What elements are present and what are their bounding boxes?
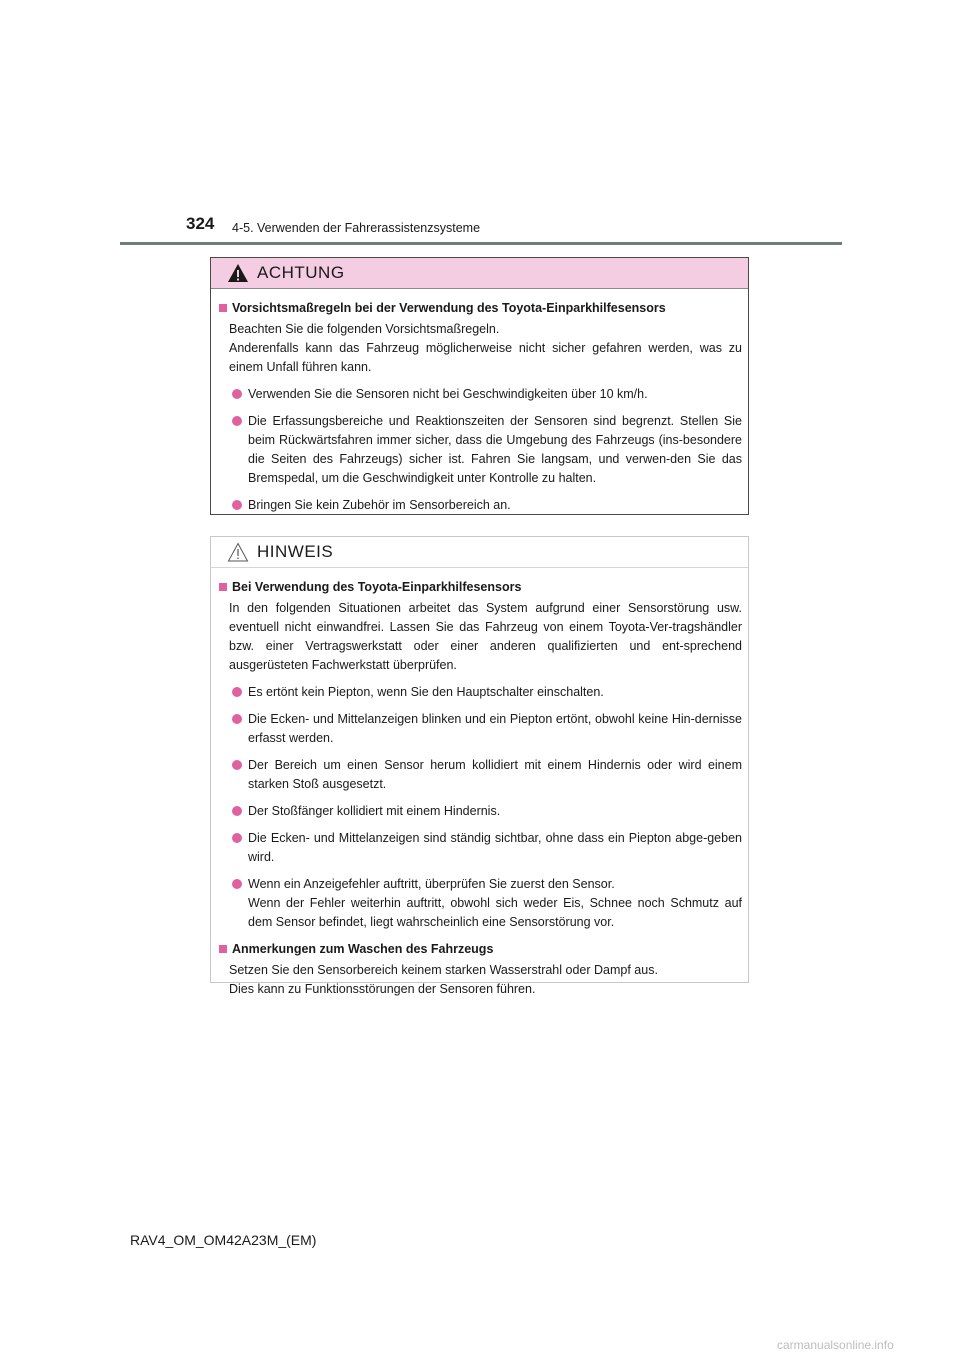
square-bullet-icon: [219, 583, 227, 591]
square-bullet-icon: [219, 945, 227, 953]
warning-bullet: [219, 496, 742, 515]
round-bullet-icon: [232, 833, 242, 843]
warning-heading: [219, 299, 742, 318]
warning-bullet: [219, 412, 742, 488]
round-bullet-icon: [232, 879, 242, 889]
notice-heading: [219, 940, 742, 959]
warning-box: [210, 257, 749, 515]
warning-triangle-icon: [227, 263, 249, 283]
round-bullet-icon: [232, 714, 242, 724]
warning-body: [211, 289, 748, 515]
section-title: 4-5. Verwenden der Fahrerassistenzsysteme: [232, 221, 481, 235]
notice-box-header: [211, 537, 748, 568]
notice-triangle-icon: [227, 542, 249, 562]
notice-bullet-text: Die Ecken- und Mittelanzeigen sind ständig sichtbar, ohne dass ein Piepton abge-geben wird.: [248, 831, 742, 864]
notice-bullet-text: Der Bereich um einen Sensor herum kollidiert mit einem Hindernis oder wird einem starken Stoß ausgesetzt.: [248, 758, 742, 791]
notice-bullet-text: Die Ecken- und Mittelanzeigen blinken und ein Piepton ertönt, obwohl keine Hin-dernisse erfasst werden.: [248, 712, 742, 745]
notice-bullet: [219, 710, 742, 748]
notice-body: [211, 568, 748, 999]
notice-bullet-text: Es ertönt kein Piepton, wenn Sie den Hauptschalter einschalten.: [248, 685, 604, 699]
notice-bullet-text: Wenn ein Anzeigefehler auftritt, überprüfen Sie zuerst den Sensor.: [248, 877, 615, 891]
notice-heading-text: Bei Verwendung des Toyota-Einparkhilfesensors: [232, 580, 522, 594]
warning-bullet-text: Die Erfassungsbereiche und Reaktionszeiten der Sensoren sind begrenzt. Stellen Sie beim Rückwärtsfahren immer sicher, dass die Umgebung des Fahrzeugs (ins-besondere die Seiten des Fahrzeugs) sicher ist. Fahren Sie langsam, und verwen-den Sie das Bremspedal, um die Geschwindigkeit unter Kontrolle zu halten.: [248, 414, 742, 485]
notice-intro-text: In den folgenden Situationen arbeitet das System aufgrund einer Sensorstörung usw. eventuell nicht einwandfrei. Lassen Sie das Fahrzeug von einem Toyota-Ver-tragshändler bzw. einer Vertragswerkstatt oder einer anderen qualifizierten und ent-sprechend ausgerüsteten Fachwerkstatt überprüfen.: [229, 601, 742, 672]
notice-bullet-text: Wenn der Fehler weiterhin auftritt, obwohl sich weder Eis, Schnee noch Schmutz auf dem Sensor befindet, liegt wahrscheinlich eine Sensorstörung vor.: [248, 896, 742, 929]
notice-intro-line: Dies kann zu Funktionsstörungen der Sensoren führen.: [229, 982, 536, 996]
notice-bullet: [219, 829, 742, 867]
warning-box-header: [211, 258, 748, 289]
notice-intro: [219, 961, 742, 999]
warning-bullet: [219, 385, 742, 404]
notice-bullet: [219, 802, 742, 821]
notice-heading: [219, 578, 742, 597]
notice-bullet: [219, 756, 742, 794]
notice-bullet: [219, 683, 742, 702]
notice-title: HINWEIS: [257, 542, 334, 561]
warning-intro: [219, 320, 742, 377]
round-bullet-icon: [232, 389, 242, 399]
watermark: carmanualsonline.info: [777, 1338, 894, 1352]
notice-heading-text: Anmerkungen zum Waschen des Fahrzeugs: [232, 942, 494, 956]
round-bullet-icon: [232, 806, 242, 816]
round-bullet-icon: [232, 416, 242, 426]
warning-bullet-text: Bringen Sie kein Zubehör im Sensorbereich an.: [248, 498, 511, 512]
round-bullet-icon: [232, 760, 242, 770]
notice-bullet: [219, 875, 742, 932]
warning-intro-line: Beachten Sie die folgenden Vorsichtsmaßregeln.: [229, 322, 500, 336]
square-bullet-icon: [219, 304, 227, 312]
warning-bullet-text: Verwenden Sie die Sensoren nicht bei Geschwindigkeiten über 10 km/h.: [248, 387, 648, 401]
page-number: 324: [186, 214, 215, 233]
warning-intro-line: Anderenfalls kann das Fahrzeug möglicherweise nicht sicher gefahren werden, was zu einem Unfall führen kann.: [229, 341, 742, 374]
round-bullet-icon: [232, 500, 242, 510]
notice-intro-line: Setzen Sie den Sensorbereich keinem starken Wasserstrahl oder Dampf aus.: [229, 963, 658, 977]
warning-title: ACHTUNG: [257, 263, 345, 282]
document-code: RAV4_OM_OM42A23M_(EM): [130, 1232, 317, 1248]
round-bullet-icon: [232, 687, 242, 697]
notice-intro: [219, 599, 742, 675]
notice-bullet-text: Der Stoßfänger kollidiert mit einem Hindernis.: [248, 804, 501, 818]
notice-box: [210, 536, 749, 996]
warning-heading-text: Vorsichtsmaßregeln bei der Verwendung des Toyota-Einparkhilfesensors: [232, 301, 666, 315]
header-rule: [120, 242, 842, 245]
